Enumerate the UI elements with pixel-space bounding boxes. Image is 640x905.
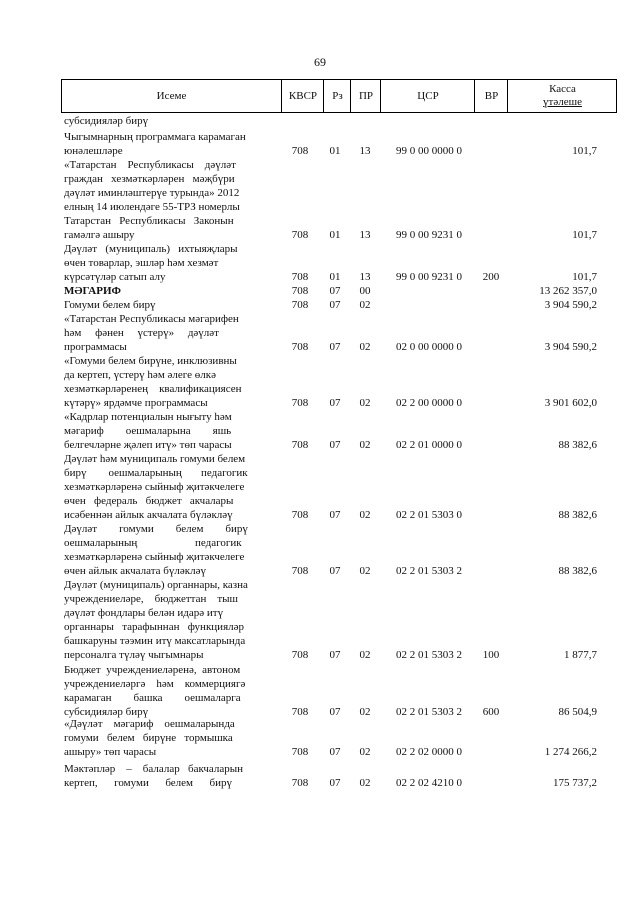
row-name-line: Гомуми белем бирү (64, 299, 156, 311)
cell-pr: 02 (359, 777, 371, 789)
header-kassa-line2: үтәлеше (543, 96, 582, 108)
cell-csr: 02 2 01 5303 2 (396, 706, 462, 718)
cell-pr: 02 (359, 341, 371, 353)
row-name-line: гамәлгә ашыру (64, 229, 135, 241)
row-name-line: «Кадрлар потенциалын нығыту һәм (64, 411, 232, 423)
cell-vr: 600 (482, 706, 500, 718)
cell-rz: 07 (329, 439, 341, 451)
row-name (64, 158, 274, 242)
row-name-line: карамаган башка оешмаларга (64, 692, 241, 704)
cell-rz: 07 (329, 341, 341, 353)
cell-rz: 07 (329, 706, 341, 718)
cell-kvsr: 708 (291, 746, 309, 758)
cell-csr: 02 0 00 0000 0 (396, 341, 462, 353)
row-name-line: хезмәткәрләренә сыйныф җитәкчелеге (64, 481, 245, 493)
cell-pr: 00 (359, 285, 371, 297)
cell-kvsr: 708 (291, 397, 309, 409)
row-name-line: Дәүләт гомуми белем бирү (64, 523, 248, 535)
cell-pr: 13 (359, 145, 371, 157)
row-name-line: өчен товарлар, эшләр һәм хезмәт (64, 257, 219, 269)
row-name-line: хезмәткәрләренең квалификациясен (64, 383, 242, 395)
row-name-line: Бюджет учреждениеләренә, автоном (64, 664, 241, 676)
header-kassa-line1: Касса (549, 83, 576, 95)
cell-csr: 02 2 01 5303 2 (396, 565, 462, 577)
cell-kvsr: 708 (291, 271, 309, 283)
cell-sum: 88 382,6 (558, 565, 597, 577)
row-name-line: Татарстан Республикасы Законын (64, 215, 234, 227)
cell-kvsr: 708 (291, 565, 309, 577)
cell-csr: 99 0 00 0000 0 (396, 145, 462, 157)
cell-rz: 07 (329, 565, 341, 577)
page-number: 69 (314, 55, 326, 69)
row-name-line: Чыгымнарның программага карамаган (64, 131, 246, 143)
cell-kvsr: 708 (291, 649, 309, 661)
row-name-line: елның 14 июлендәге 55-ТРЗ номерлы (64, 201, 240, 213)
cell-pr: 02 (359, 439, 371, 451)
row-name (64, 410, 274, 452)
cell-sum: 3 904 590,2 (544, 341, 597, 353)
cell-sum: 101,7 (572, 145, 597, 157)
cell-csr: 02 2 01 5303 0 (396, 509, 462, 521)
row-name-line: «Гомуми белем бирүне, инклюзивны (64, 355, 237, 367)
row-name-line: учреждениеләргә һәм коммерциягә (64, 678, 246, 690)
header-csr: ЦСР (380, 80, 475, 112)
row-name-line: персоналга түләү чыгымнары (64, 649, 204, 661)
cell-kvsr: 708 (291, 229, 309, 241)
row-name (64, 130, 274, 158)
header-pr: ПР (350, 80, 381, 112)
cell-pr: 13 (359, 229, 371, 241)
cell-kvsr: 708 (291, 509, 309, 521)
cell-sum: 3 904 590,2 (544, 299, 597, 311)
cell-csr: 02 2 01 0000 0 (396, 439, 462, 451)
row-name-line: МӘГАРИФ (64, 285, 121, 297)
row-name-line: хезмәткәрләренә сыйныф җитәкчелеге (64, 551, 245, 563)
cell-rz: 01 (329, 229, 341, 241)
cell-kvsr: 708 (291, 777, 309, 789)
row-name (64, 762, 274, 790)
cell-rz: 07 (329, 777, 341, 789)
row-name (64, 578, 274, 662)
cell-pr: 02 (359, 746, 371, 758)
cell-kvsr: 708 (291, 706, 309, 718)
row-name (64, 298, 274, 312)
row-name (64, 717, 274, 759)
cell-kvsr: 708 (291, 341, 309, 353)
header-rz: Рз (323, 80, 351, 112)
cell-csr: 99 0 00 9231 0 (396, 271, 462, 283)
cell-pr: 13 (359, 271, 371, 283)
cell-vr: 200 (482, 271, 500, 283)
row-name-line: күрсәтүләр сатып алу (64, 271, 166, 283)
row-name-line: дәүләт фондлары белән идарә итү (64, 607, 224, 619)
cell-kvsr: 708 (291, 439, 309, 451)
row-name-line: учреждениеләре, бюджеттан тыш (64, 593, 239, 605)
cell-rz: 07 (329, 285, 341, 297)
cell-csr: 02 2 02 4210 0 (396, 777, 462, 789)
row-name (64, 354, 274, 410)
cell-rz: 07 (329, 397, 341, 409)
leading-text: субсидияләр бирү (64, 115, 149, 127)
cell-sum: 3 901 602,0 (544, 397, 597, 409)
row-name-line: күтәрү» ярдәмче программасы (64, 397, 208, 409)
row-name-line: «Дәүләт мәгариф оешмаларында (64, 718, 235, 730)
row-name-line: граждан хезмәткәрләрен мәҗбүри (64, 173, 235, 185)
row-name-line: «Татарстан Республикасы мәгарифен (64, 313, 239, 325)
cell-sum: 88 382,6 (558, 439, 597, 451)
cell-rz: 01 (329, 271, 341, 283)
cell-kvsr: 708 (291, 145, 309, 157)
cell-sum: 13 262 357,0 (539, 285, 597, 297)
cell-csr: 99 0 00 9231 0 (396, 229, 462, 241)
row-name-line: исәбеннән айлык акчалата бүләкләү (64, 509, 233, 521)
cell-pr: 02 (359, 509, 371, 521)
row-name-line: субсидияләр бирү (64, 706, 149, 718)
row-name-line: һәм фәнен үстерү» дәүләт (64, 327, 219, 339)
cell-kvsr: 708 (291, 299, 309, 311)
row-name-line: өчен айлык акчалата бүләкләү (64, 565, 206, 577)
row-name-line: юнәлешләре (64, 145, 123, 157)
cell-sum: 1 274 266,2 (544, 746, 597, 758)
row-name-line: Мәктәпләр – балалар бакчаларын (64, 763, 244, 775)
cell-sum: 101,7 (572, 229, 597, 241)
row-name-line: башкаруны тәэмин итү максатларында (64, 635, 246, 647)
row-name-line: «Татарстан Республикасы дәүләт (64, 159, 236, 171)
header-vr: ВР (474, 80, 508, 112)
row-name (64, 663, 274, 719)
row-name-line: органнары тарафыннан функцияләр (64, 621, 244, 633)
row-name (64, 312, 274, 354)
row-name (64, 242, 274, 284)
row-name-line: да кертеп, үстерү һәм әлеге өлкә (64, 369, 216, 381)
row-name-line: мәгариф оешмаларына яшь (64, 425, 232, 437)
row-name-line: гомуми белем бирүне тормышка (64, 732, 233, 744)
header-name: Исеме (156, 89, 187, 102)
cell-vr: 100 (482, 649, 500, 661)
row-name (64, 284, 274, 298)
cell-rz: 07 (329, 649, 341, 661)
table-header (61, 79, 617, 113)
cell-rz: 07 (329, 746, 341, 758)
cell-pr: 02 (359, 706, 371, 718)
header-kassa (507, 80, 617, 112)
cell-pr: 02 (359, 397, 371, 409)
cell-rz: 07 (329, 299, 341, 311)
row-name-line: оешмаларының педагогик (64, 537, 242, 549)
row-name-line: Дәүләт (муниципаль) ихтыяҗлары (64, 243, 238, 255)
row-name-line: белгечләрне җәлеп итү» төп чарасы (64, 439, 232, 451)
row-name (64, 522, 274, 578)
cell-sum: 101,7 (572, 271, 597, 283)
cell-rz: 01 (329, 145, 341, 157)
row-name-line: бирү оешмаларының педагогик (64, 467, 248, 479)
cell-sum: 86 504,9 (558, 706, 597, 718)
cell-sum: 88 382,6 (558, 509, 597, 521)
cell-kvsr: 708 (291, 285, 309, 297)
cell-pr: 02 (359, 299, 371, 311)
row-name-line: Дәүләт (муниципаль) органнары, казна (64, 579, 248, 591)
cell-sum: 175 737,2 (553, 777, 597, 789)
cell-csr: 02 2 02 0000 0 (396, 746, 462, 758)
header-kvsr: КВСР (281, 80, 324, 112)
row-name (64, 452, 274, 522)
row-name-line: ашыру» төп чарасы (64, 746, 157, 758)
row-name-line: өчен федераль бюджет акчалары (64, 495, 234, 507)
cell-pr: 02 (359, 649, 371, 661)
row-name-line: программасы (64, 341, 127, 353)
cell-sum: 1 877,7 (564, 649, 597, 661)
row-name-line: дәүләт иминләштерүе турында» 2012 (64, 187, 240, 199)
row-name-line: Дәүләт һәм муниципаль гомуми белем (64, 453, 246, 465)
cell-csr: 02 2 01 5303 2 (396, 649, 462, 661)
cell-rz: 07 (329, 509, 341, 521)
cell-csr: 02 2 00 0000 0 (396, 397, 462, 409)
row-name-line: кертеп, гомуми белем бирү (64, 777, 232, 789)
cell-pr: 02 (359, 565, 371, 577)
